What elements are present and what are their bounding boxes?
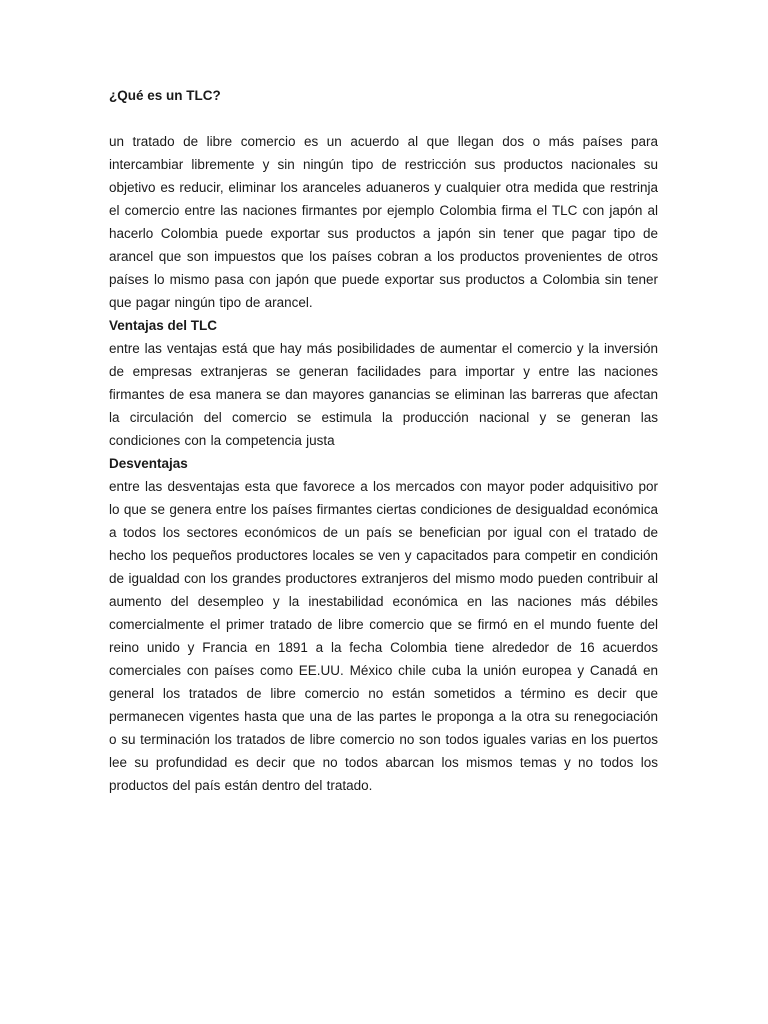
spacer [109, 107, 658, 130]
advantages-heading: Ventajas del TLC [109, 318, 218, 333]
disadvantages-heading: Desventajas [109, 456, 188, 471]
advantages-paragraph: entre las ventajas está que hay más posibilidades de aumentar el comercio y la inversión de empresas extranjeras se generan facilidades para importar y entre las naciones firmantes de esa manera se dan mayores ganancias se eliminan las barreras que afectan la circulación del comercio se estimula la producción nacional y se generan las condiciones con la competencia justa [109, 341, 658, 448]
intro-paragraph: un tratado de libre comercio es un acuerdo al que llegan dos o más países para intercambiar libremente y sin ningún tipo de restricción sus productos nacionales su objetivo es reducir, eliminar los aranceles aduaneros y cualquier otra medida que restrinja el comercio entre las naciones firmantes por ejemplo Colombia firma el TLC con japón al hacerlo Colombia puede exportar sus productos a japón sin tener que pagar tipo de arancel que son impuestos que los países cobran a los productos provenientes de otros países lo mismo pasa con japón que puede exportar sus productos a Colombia sin tener que pagar ningún tipo de arancel. [109, 134, 658, 310]
document-body [109, 84, 658, 797]
disadvantages-paragraph: entre las desventajas esta que favorece a los mercados con mayor poder adquisitivo por lo que se genera entre los países firmantes ciertas condiciones de desigualdad económica a todos los sectores económicos de un país se benefician por igual con el tratado de hecho los pequeños productores locales se ven y capacitados para competir en condición de igualdad con los grandes productores extranjeros del mismo modo pueden contribuir al aumento del desempleo y la inestabilidad económica en las naciones más débiles comercialmente el primer tratado de libre comercio que se firmó en el mundo fuente del reino unido y Francia en 1891 a la fecha Colombia tiene alrededor de 16 acuerdos comerciales con países como EE.UU. México chile cuba la unión europea y Canadá en general los tratados de libre comercio no están sometidos a término es decir que permanecen vigentes hasta que una de las partes le proponga a la otra su renegociación o su terminación los tratados de libre comercio no son todos iguales varias en los puertos lee su profundidad es decir que no todos abarcan los mismos temas y no todos los productos del país están dentro del tratado. [109, 479, 658, 793]
page-title: ¿Qué es un TLC? [109, 88, 221, 103]
